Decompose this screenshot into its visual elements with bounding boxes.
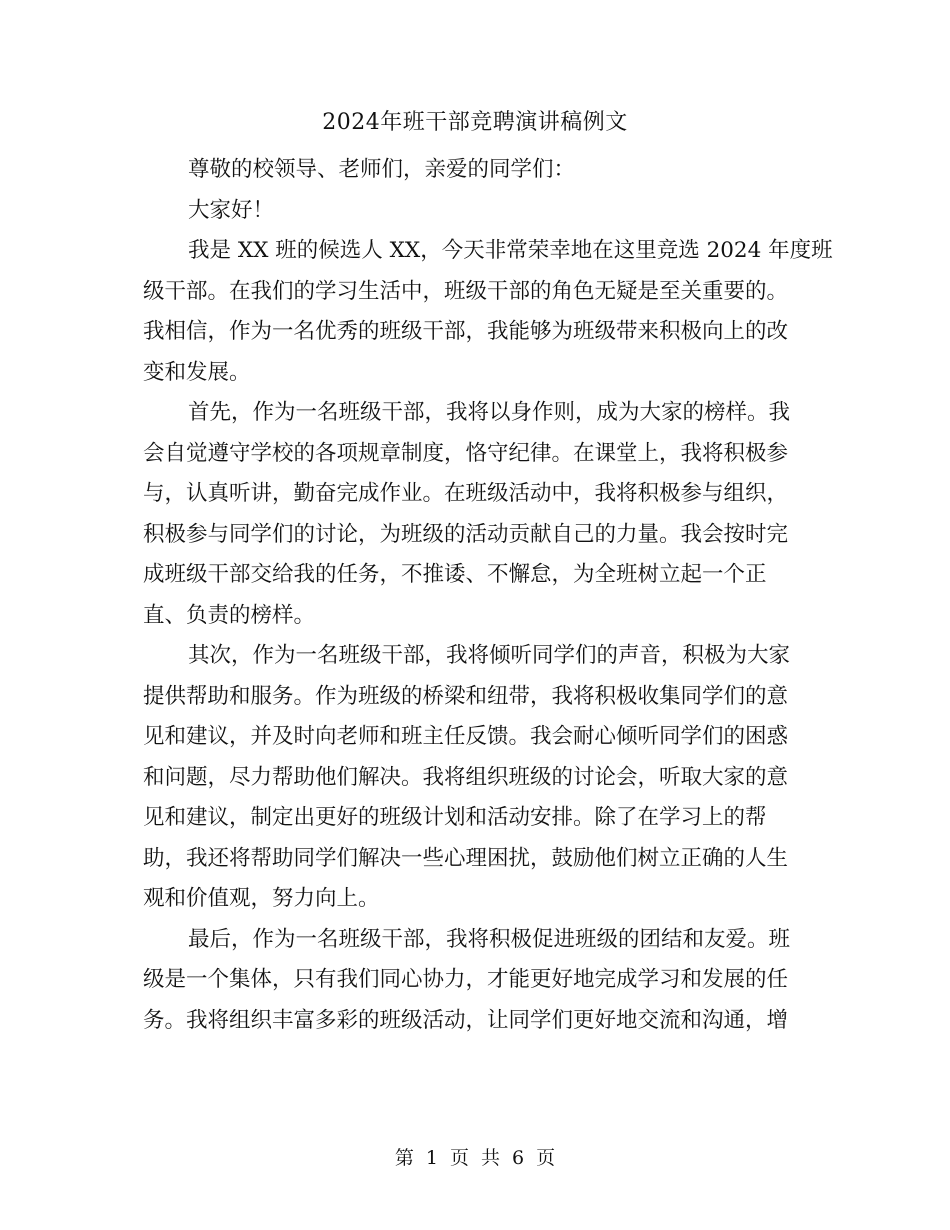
text-line: 成班级干部交给我的任务，不推诿、不懈怠，为全班树立起一个正 [143, 562, 767, 587]
text-line: 和问题，尽力帮助他们解决。我将组织班级的讨论会，听取大家的意 [143, 764, 789, 790]
text-line: 直、负责的榜样。 [143, 602, 316, 628]
text-line: 级干部。在我们的学习生活中，班级干部的角色无疑是至关重要的。 [143, 278, 789, 304]
page-footer: 第 1 页 共 6 页 [394, 1147, 556, 1169]
text-line: 首先，作为一名班级干部，我将以身作则，成为大家的榜样。我 [188, 400, 791, 425]
text-line: 大家好！ [188, 197, 275, 223]
text-line: 级是一个集体，只有我们同心协力，才能更好地完成学习和发展的任 [143, 967, 789, 992]
body-text [143, 150, 833, 1041]
text-line: 见和建议，制定出更好的班级计划和活动安排。除了在学习上的帮 [143, 805, 767, 830]
text-line: 见和建议，并及时向老师和班主任反馈。我会耐心倾听同学们的困惑 [143, 724, 789, 749]
text-line: 变和发展。 [143, 359, 251, 385]
text-line: 我相信，作为一名优秀的班级干部，我能够为班级带来积极向上的改 [143, 319, 789, 344]
text-line: 务。我将组织丰富多彩的班级活动，让同学们更好地交流和沟通，增 [143, 1007, 789, 1033]
text-line: 提供帮助和服务。作为班级的桥梁和纽带，我将积极收集同学们的意 [143, 683, 789, 709]
text-line: 助，我还将帮助同学们解决一些心理困扰，鼓励他们树立正确的人生 [143, 845, 789, 871]
text-line: 会自觉遵守学校的各项规章制度，恪守纪律。在课堂上，我将积极参 [143, 440, 789, 466]
text-line: 观和价值观，努力向上。 [143, 886, 380, 911]
text-line: 其次，作为一名班级干部，我将倾听同学们的声音，积极为大家 [188, 643, 791, 668]
text-line: 积极参与同学们的讨论，为班级的活动贡献自己的力量。我会按时完 [143, 521, 789, 547]
text-line: 最后，作为一名班级干部，我将积极促进班级的团结和友爱。班 [188, 926, 791, 952]
text-line: 我是 XX 班的候选人 XX，今天非常荣幸地在这里竞选 2024 年度班 [188, 238, 833, 263]
text-line: 尊敬的校领导、老师们，亲爱的同学们： [188, 157, 576, 182]
page-title: 2024年班干部竞聘演讲稿例文 [322, 110, 628, 135]
text-line: 与，认真听讲，勤奋完成作业。在班级活动中，我将积极参与组织， [143, 481, 789, 506]
